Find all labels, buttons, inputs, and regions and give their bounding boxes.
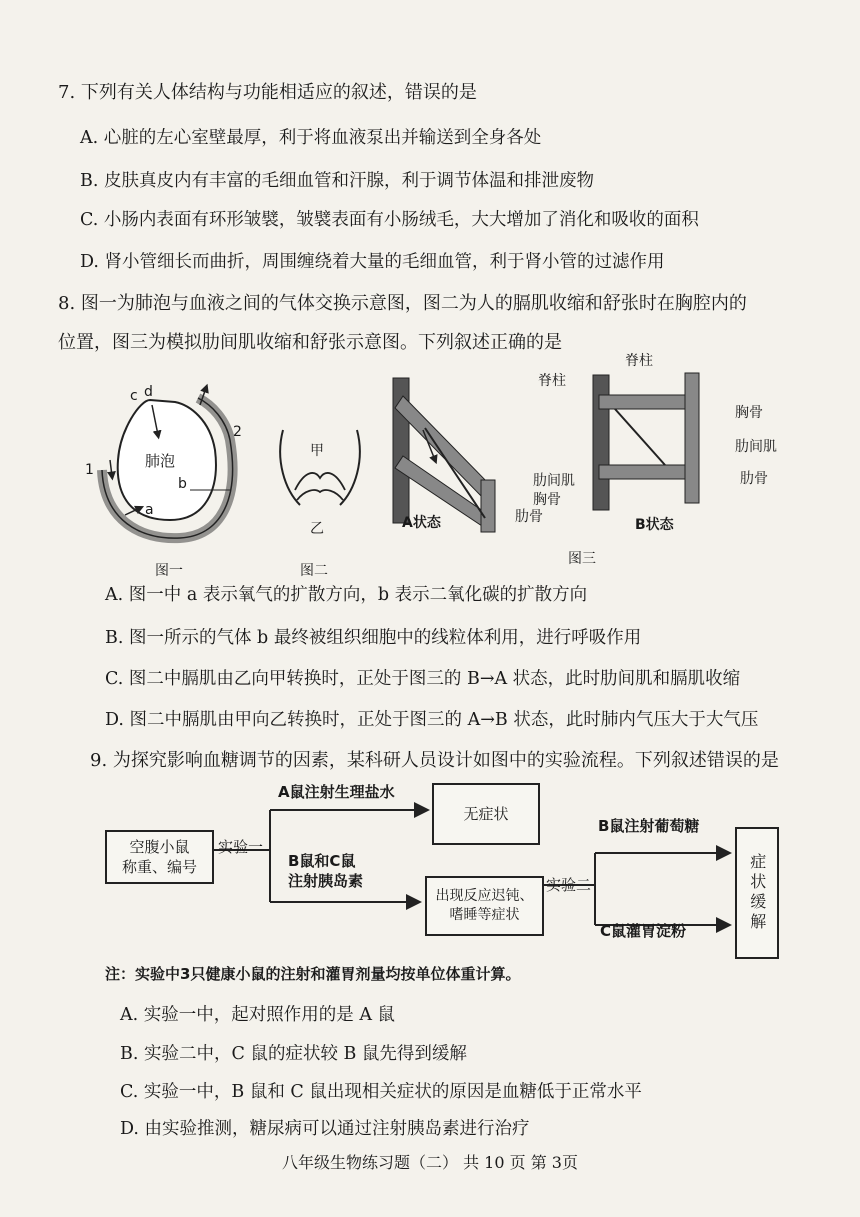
q8-stem-line2: 位置，图三为模拟肋间肌收缩和舒张示意图。下列叙述正确的是	[58, 332, 562, 353]
flow-exp1-label: 实验一	[218, 838, 264, 856]
flow-reaction-line2: 嗜睡等症状	[449, 907, 520, 923]
q7-option-b: B. 皮肤真皮内有丰富的毛细血管和汗腺，利于调节体温和排泄废物	[80, 171, 594, 191]
fig1-alveolus-label: 肺泡	[145, 452, 176, 470]
q8-stem-line1: 8. 图一为肺泡与血液之间的气体交换示意图，图二为人的膈肌收缩和舒张时在胸腔内的	[58, 293, 747, 314]
q9-option-a: A. 实验一中，起对照作用的是 A 鼠	[120, 1005, 396, 1025]
q9-option-d: D. 由实验推测，糖尿病可以通过注射胰岛素进行治疗	[120, 1119, 530, 1139]
flow-start-line1: 空腹小鼠	[129, 837, 190, 856]
figure3-state-a-diagram	[385, 368, 525, 533]
q7-option-c: C. 小肠内表面有环形皱襞，皱襞表面有小肠绒毛，大大增加了消化和吸收的面积	[80, 210, 699, 230]
q7-stem: 7. 下列有关人体结构与功能相适应的叙述，错误的是	[58, 82, 477, 103]
flow-branch-bc	[288, 852, 363, 891]
flow-branch-b: B鼠注射葡萄糖	[598, 817, 700, 835]
flow-branch-c: C鼠灌胃淀粉	[600, 922, 687, 940]
flow-no-symptom-box	[432, 783, 540, 845]
q8-option-d: D. 图二中膈肌由甲向乙转换时，正处于图三的 A→B 状态，此时肺内气压大于大气压	[105, 710, 759, 730]
flow-branch-a: A鼠注射生理盐水	[278, 783, 395, 801]
q7-option-d: D. 肾小管细长而曲折，周围缠绕着大量的毛细血管，利于肾小管的过滤作用	[80, 252, 665, 272]
q7-option-a: A. 心脏的左心室壁最厚，利于将血液泵出并输送到全身各处	[80, 128, 542, 148]
fig1-label-a: a	[145, 502, 154, 518]
fig3b-sternum: 胸骨	[735, 405, 763, 421]
q9-option-b: B. 实验二中，C 鼠的症状较 B 鼠先得到缓解	[120, 1044, 467, 1064]
fig1-caption: 图一	[155, 563, 183, 579]
fig3a-spine: 脊柱	[538, 373, 566, 389]
flow-start-line2: 称重、编号	[121, 858, 197, 876]
fig1-label-b: b	[178, 476, 187, 492]
fig3a-rib: 肋骨	[515, 509, 543, 525]
fig3b-spine: 脊柱	[625, 353, 653, 369]
flow-reaction-box	[425, 876, 544, 936]
fig3b-name: B状态	[635, 517, 674, 533]
fig3-caption: 图三	[568, 551, 596, 567]
fig3a-name: A状态	[402, 515, 441, 531]
q9-option-c: C. 实验一中，B 鼠和 C 鼠出现相关症状的原因是血糖低于正常水平	[120, 1082, 642, 1102]
q9-note: 注：实验中3只健康小鼠的注射和灌胃剂量均按单位体重计算。	[105, 965, 521, 983]
fig1-label-c: c	[130, 388, 138, 404]
fig2-caption: 图二	[300, 563, 328, 579]
flow-relief: 症状缓解	[747, 853, 767, 933]
q9-stem: 9. 为探究影响血糖调节的因素，某科研人员设计如图中的实验流程。下列叙述错误的是	[90, 750, 779, 771]
flow-reaction-line1: 出现反应迟钝、	[435, 888, 534, 905]
fig3b-muscle: 肋间肌	[735, 439, 777, 455]
figure2-diaphragm-diagram	[275, 420, 365, 520]
fig1-label-1: 1	[85, 462, 94, 478]
figure3-state-b-diagram	[585, 365, 710, 515]
flow-no-symptom: 无症状	[463, 804, 509, 823]
fig1-label-2: 2	[233, 424, 242, 440]
fig1-label-d: d	[144, 384, 153, 400]
q8-option-b: B. 图一所示的气体 b 最终被组织细胞中的线粒体利用，进行呼吸作用	[105, 628, 642, 648]
flow-start-box	[105, 830, 214, 884]
fig3a-sternum: 胸骨	[533, 492, 561, 508]
flow-branch-bc-line1: B鼠和C鼠	[288, 852, 356, 870]
fig3b-rib: 肋骨	[740, 471, 768, 487]
fig3a-muscle: 肋间肌	[533, 473, 575, 489]
page-footer: 八年级生物练习题（二） 共 10 页 第 3页	[282, 1153, 578, 1172]
flow-exp2-label: 实验二	[546, 876, 592, 894]
q8-option-a: A. 图一中 a 表示氧气的扩散方向，b 表示二氧化碳的扩散方向	[105, 585, 588, 605]
fig2-label-jia: 甲	[310, 443, 324, 459]
q8-option-c: C. 图二中膈肌由乙向甲转换时，正处于图三的 B→A 状态，此时肋间肌和膈肌收缩	[105, 669, 741, 689]
flow-relief-box	[735, 827, 779, 959]
fig2-label-yi: 乙	[310, 521, 324, 537]
flow-branch-bc-line2: 注射胰岛素	[288, 871, 364, 890]
